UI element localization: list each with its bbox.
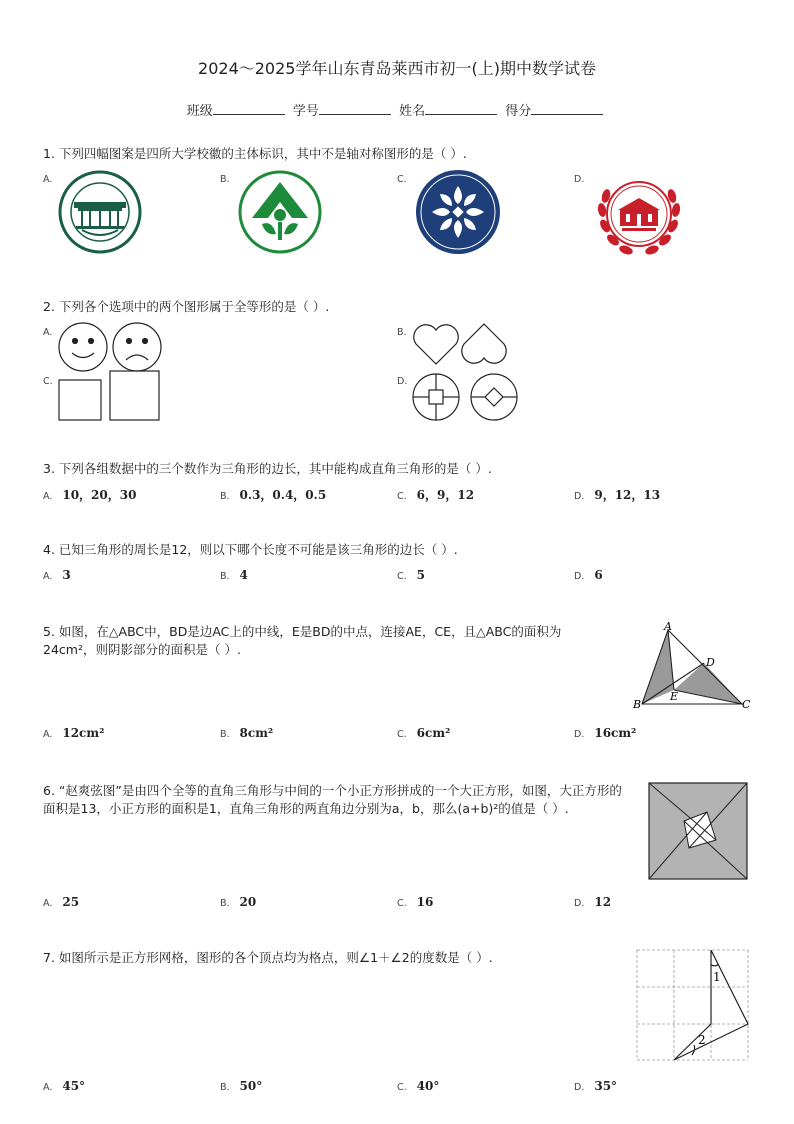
q3-option-c[interactable]: C. 6，9，12 xyxy=(397,488,475,502)
q7-option-d[interactable]: D. 35° xyxy=(574,1079,618,1093)
q4-option-b[interactable]: B. 4 xyxy=(220,568,248,582)
student-info-row xyxy=(0,100,794,119)
question-3-text: 3. 下列各组数据中的三个数作为三角形的边长，其中能构成直角三角形的是（ ）. xyxy=(43,461,492,476)
q5-label-c: C xyxy=(742,698,751,711)
logo-b-icon xyxy=(236,168,326,258)
question-4-text: 4. 已知三角形的周长是12，则以下哪个长度不可能是该三角形的边长（ ）. xyxy=(43,542,458,557)
q6-option-c[interactable]: C. 16 xyxy=(397,895,434,909)
class-field[interactable] xyxy=(213,102,285,115)
q2-faces-figure xyxy=(56,320,166,372)
q3-option-a[interactable]: A. 10，20，30 xyxy=(43,488,137,502)
q3-option-b[interactable]: B. 0.3，0.4，0.5 xyxy=(220,488,327,502)
q1-option-b-label: B. xyxy=(220,174,230,185)
q2-option-b-label: B. xyxy=(397,327,407,338)
q5-option-a[interactable]: A. 12cm² xyxy=(43,726,105,740)
q5-label-a: A xyxy=(664,620,672,633)
q5-option-c[interactable]: C. 6cm² xyxy=(397,726,451,740)
q2-option-a-label: A. xyxy=(43,327,53,338)
q6-option-a[interactable]: A. 25 xyxy=(43,895,80,909)
question-1-text: 1. 下列四幅图案是四所大学校徽的主体标识，其中不是轴对称图形的是（ ）. xyxy=(43,146,467,161)
q5-label-d: D xyxy=(706,656,715,669)
question-6-text-line2: 面积是13，小正方形的面积是1，直角三角形的两直角边分别为a，b，那么(a+b)²的值是（ ）. xyxy=(43,801,569,816)
q5-option-d[interactable]: D. 16cm² xyxy=(574,726,637,740)
q6-option-b[interactable]: B. 20 xyxy=(220,895,257,909)
q7-option-a[interactable]: A. 45° xyxy=(43,1079,86,1093)
page-title: 2024～2025学年山东青岛莱西市初一(上)期中数学试卷 xyxy=(198,59,596,78)
score-label: 得分 xyxy=(505,104,532,119)
logo-a-icon xyxy=(56,168,146,258)
q4-option-a[interactable]: A. 3 xyxy=(43,568,71,582)
q3-option-d[interactable]: D. 9，12，13 xyxy=(574,488,661,502)
q7-angle-2-label: 2 xyxy=(698,1033,706,1047)
q7-angle-1-label: 1 xyxy=(713,970,721,984)
q1-option-d-label: D. xyxy=(574,174,585,185)
q4-option-d[interactable]: D. 6 xyxy=(574,568,603,582)
q2-squares-figure xyxy=(56,368,164,424)
id-field[interactable] xyxy=(319,102,391,115)
id-label: 学号 xyxy=(292,104,319,119)
q7-option-b[interactable]: B. 50° xyxy=(220,1079,263,1093)
name-label: 姓名 xyxy=(399,104,426,119)
question-5-text-line1: 5. 如图，在△ABC中，BD是边AC上的中线，E是BD的中点，连接AE，CE，且△ABC的面积为 xyxy=(43,624,562,639)
logo-c-icon xyxy=(414,168,504,258)
q5-option-b[interactable]: B. 8cm² xyxy=(220,726,274,740)
q2-hearts-figure xyxy=(408,320,514,368)
logo-d-icon xyxy=(592,170,688,262)
question-7-text: 7. 如图所示是正方形网格，图形的各个顶点均为格点，则∠1＋∠2的度数是（ ）. xyxy=(43,950,493,965)
q7-option-c[interactable]: C. 40° xyxy=(397,1079,440,1093)
q6-option-d[interactable]: D. 12 xyxy=(574,895,612,909)
q1-option-c-label: C. xyxy=(397,174,407,185)
q2-option-d-label: D. xyxy=(397,376,408,387)
q2-coins-figure xyxy=(410,372,522,424)
question-5-text-line2: 24cm²，则阴影部分的面积是（ ）. xyxy=(43,642,241,657)
q6-zhaoshuang-figure xyxy=(648,782,750,882)
class-label: 班级 xyxy=(186,104,213,119)
q7-grid-figure xyxy=(634,947,752,1063)
name-field[interactable] xyxy=(425,102,497,115)
q5-triangle-figure xyxy=(628,618,758,714)
question-6-text-line1: 6. “赵爽弦图”是由四个全等的直角三角形与中间的一个小正方形拼成的一个大正方形，如图，大正方形的 xyxy=(43,783,622,798)
q5-label-e: E xyxy=(670,690,679,703)
question-2-text: 2. 下列各个选项中的两个图形属于全等形的是（ ）. xyxy=(43,299,330,314)
q5-label-b: B xyxy=(633,698,642,711)
q2-option-c-label: C. xyxy=(43,376,53,387)
score-field[interactable] xyxy=(531,102,603,115)
q1-option-a-label: A. xyxy=(43,174,53,185)
q4-option-c[interactable]: C. 5 xyxy=(397,568,426,582)
